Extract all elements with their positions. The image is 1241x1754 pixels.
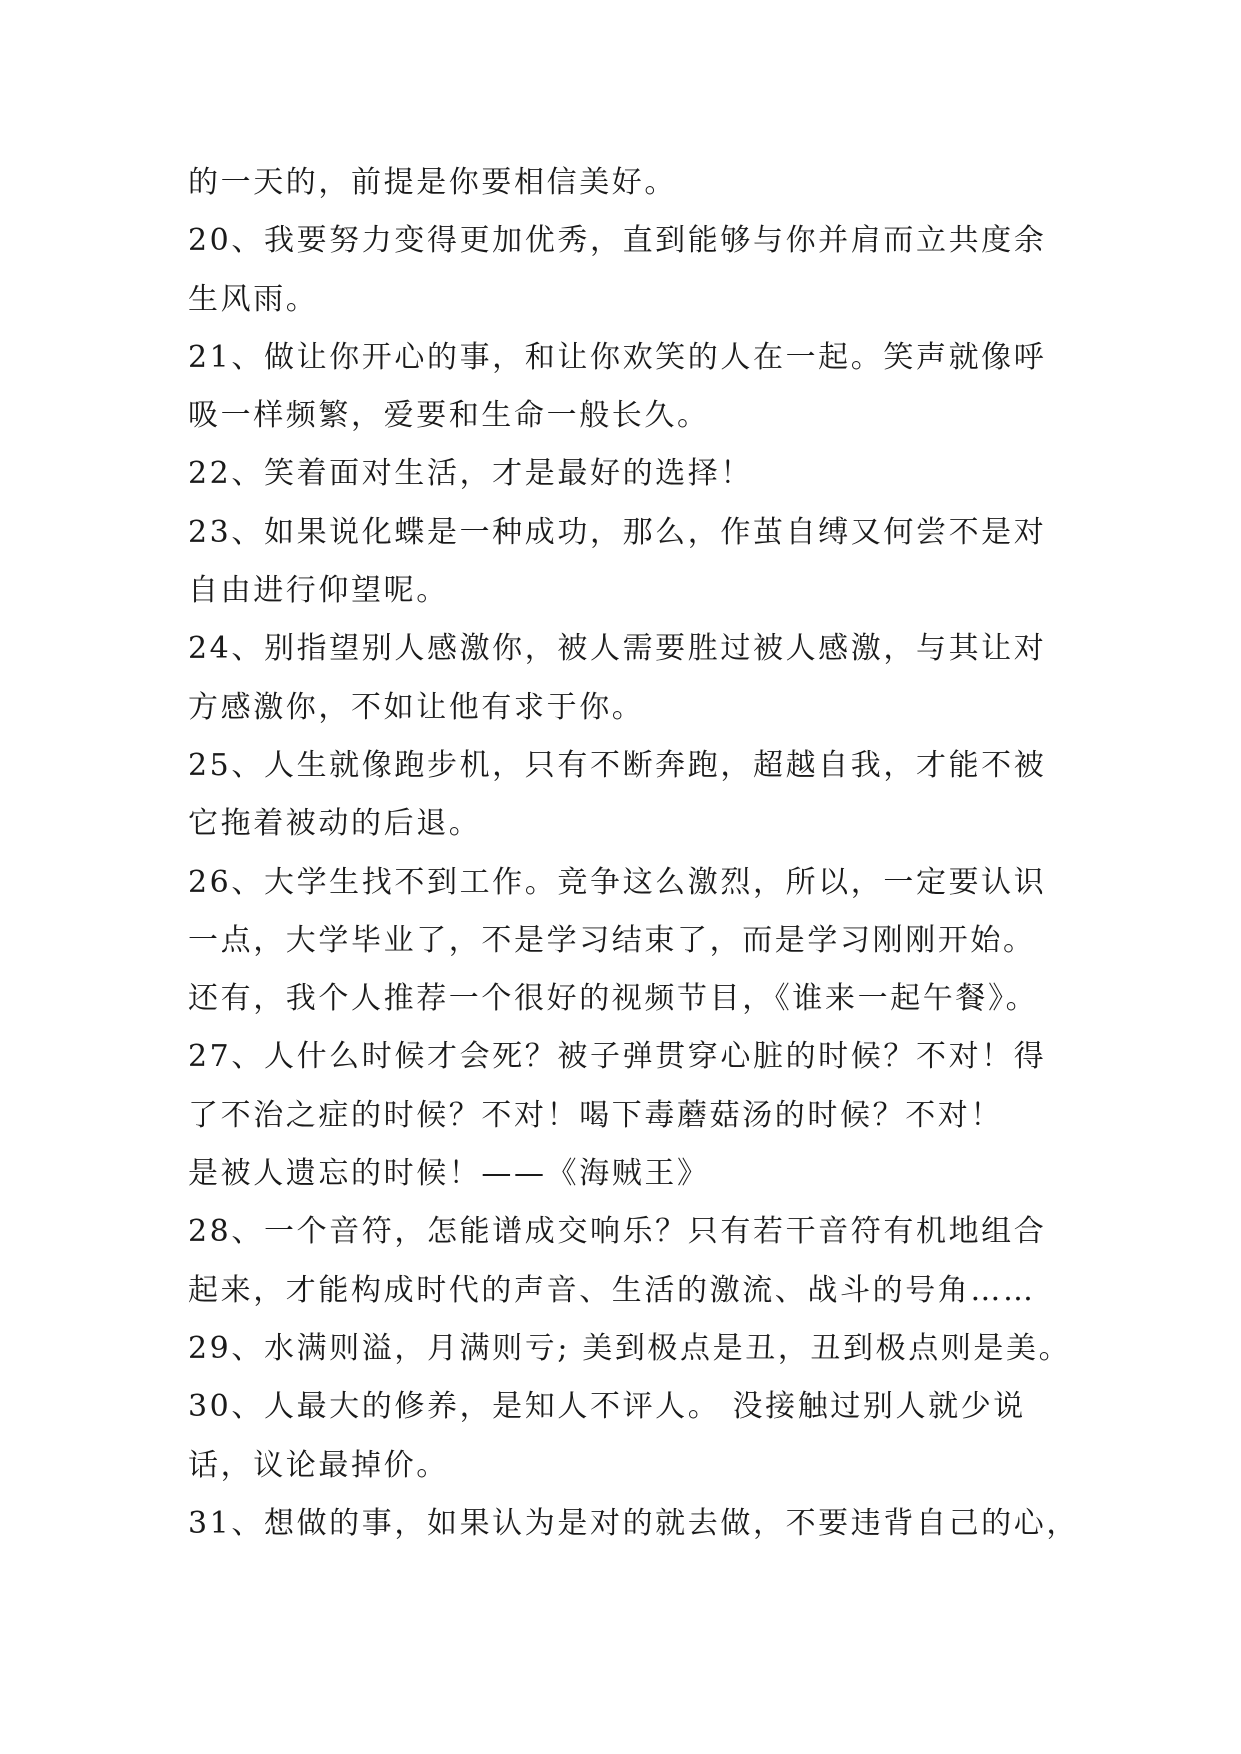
text-line: 方感激你，不如让他有求于你。 — [188, 689, 645, 725]
text-line: 是被人遗忘的时候！——《海贼王》 — [188, 1156, 710, 1192]
text-line: 一点，大学毕业了，不是学习结束了，而是学习刚刚开始。 — [188, 922, 1036, 958]
text-line: 27、人什么时候才会死？被子弹贯穿心脏的时候？不对！得 — [188, 1039, 1047, 1075]
text-line: 了不治之症的时候？不对！喝下毒蘑菇汤的时候？不对！ — [188, 1097, 1003, 1133]
text-line: 吸一样频繁，爱要和生命一般长久。 — [188, 398, 710, 434]
text-line: 24、别指望别人感激你，被人需要胜过被人感激，与其让对 — [188, 631, 1047, 667]
text-line: 28、一个音符，怎能谱成交响乐？只有若干音符有机地组合 — [188, 1214, 1047, 1250]
text-line: 起来，才能构成时代的声音、生活的激流、战斗的号角…… — [188, 1272, 1036, 1308]
text-line: 23、如果说化蝶是一种成功，那么，作茧自缚又何尝不是对 — [188, 514, 1047, 550]
text-line: 生风雨。 — [188, 281, 319, 317]
text-line: 它拖着被动的后退。 — [188, 806, 482, 842]
text-line: 还有，我个人推荐一个很好的视频节目，《谁来一起午餐》。 — [188, 981, 1039, 1017]
text-line: 29、水满则溢，月满则亏; 美到极点是丑，丑到极点则是美。 — [188, 1330, 1072, 1366]
text-line: 话，议论最掉价。 — [188, 1447, 449, 1483]
text-line: 26、大学生找不到工作。竞争这么激烈，所以，一定要认识 — [188, 864, 1047, 900]
text-line: 20、我要努力变得更加优秀，直到能够与你并肩而立共度余 — [188, 223, 1047, 259]
text-line: 25、人生就像跑步机，只有不断奔跑，超越自我，才能不被 — [188, 747, 1047, 783]
text-line: 30、人最大的修养，是知人不评人。 没接触过别人就少说 — [188, 1389, 1026, 1425]
text-line: 31、想做的事，如果认为是对的就去做，不要违背自己的心， — [188, 1505, 1079, 1541]
text-line: 的一天的，前提是你要相信美好。 — [188, 165, 677, 200]
body-text — [188, 154, 1079, 1553]
text-line: 21、做让你开心的事，和让你欢笑的人在一起。笑声就像呼 — [188, 339, 1047, 375]
text-line: 自由进行仰望呢。 — [188, 573, 449, 609]
text-line: 22、笑着面对生活，才是最好的选择！ — [188, 456, 753, 492]
